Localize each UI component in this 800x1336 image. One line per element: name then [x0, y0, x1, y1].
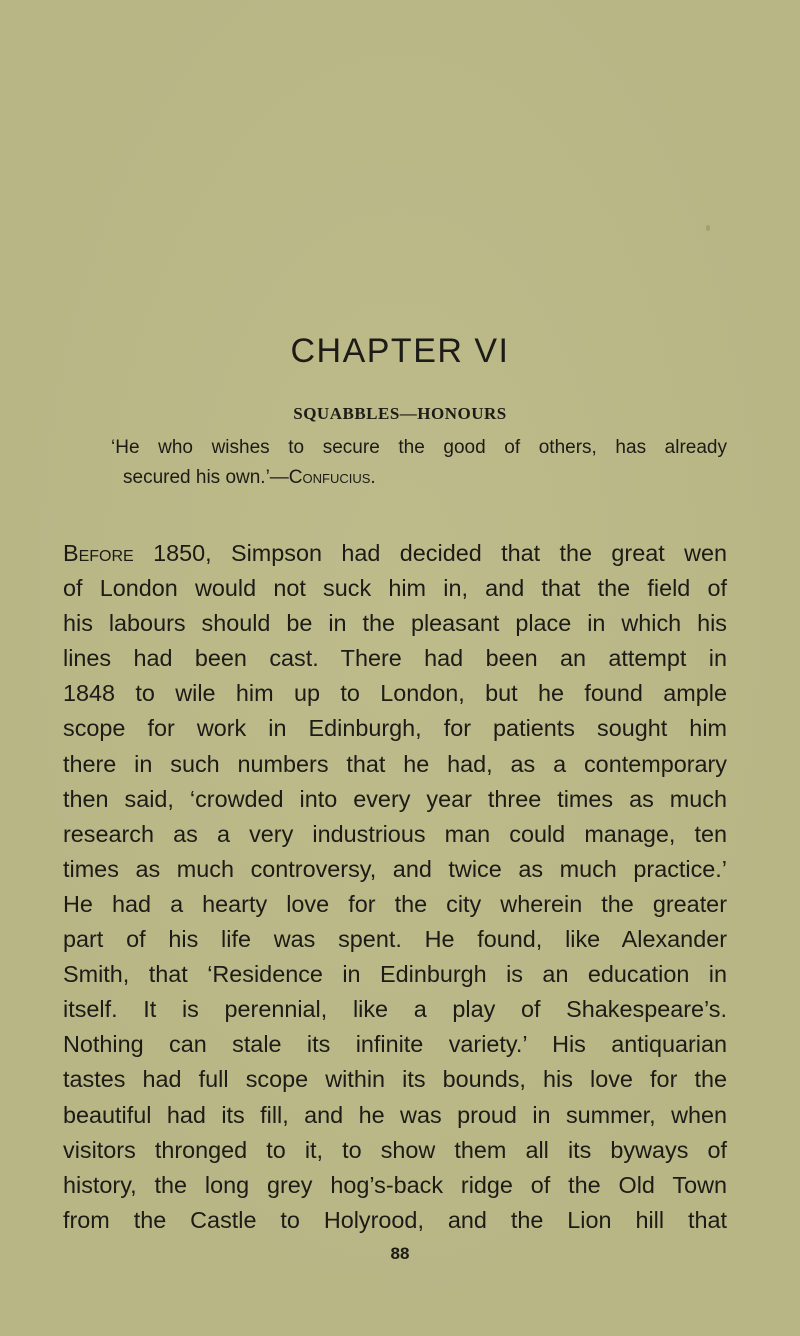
- body-line: Nothing can stale its infinite variety.’ His antiquarian: [63, 1031, 727, 1058]
- epigraph-line-2: [111, 463, 727, 493]
- body-line: [63, 536, 727, 571]
- body-line: lines had been cast. There had been an attempt in: [63, 645, 727, 672]
- body-line: scope for work in Edinburgh, for patients sought him: [63, 715, 727, 742]
- epigraph-line-1: ‘He who wishes to secure the good of others, has already: [111, 437, 727, 458]
- chapter-subtitle: SQUABBLES—HONOURS: [293, 404, 507, 423]
- body-line: beautiful had its fill, and he was proud in summer, when: [63, 1101, 727, 1128]
- body-line: itself. It is perennial, like a play of Shakespeare’s.: [63, 996, 727, 1023]
- body-line: there in such numbers that he had, as a contemporary: [63, 750, 727, 777]
- body-line: He had a hearty love for the city wherein the greater: [63, 890, 727, 917]
- body-line: tastes had full scope within its bounds, his love for the: [63, 1066, 727, 1093]
- chapter-title: CHAPTER VI: [290, 332, 510, 370]
- body-line: 1848 to wile him up to London, but he found ample: [63, 680, 727, 707]
- body-line: then said, ‘crowded into every year three times as much: [63, 785, 727, 812]
- body-line: his labours should be in the pleasant place in which his: [63, 610, 727, 637]
- page-number: 88: [390, 1244, 410, 1263]
- body-line: times as much controversy, and twice as much practice.’: [63, 855, 727, 882]
- body-line: Smith, that ‘Residence in Edinburgh is an education in: [63, 961, 727, 988]
- body-line-text: 1850, Simpson had decided that the great wen: [133, 540, 727, 566]
- epigraph: [111, 433, 727, 493]
- body-text: [63, 536, 727, 1238]
- epigraph-text: secured his own.’—: [123, 467, 289, 488]
- body-line: research as a very industrious man could manage, ten: [63, 820, 727, 847]
- epigraph-attribution: Confucius.: [288, 467, 376, 488]
- opening-word: Before: [63, 540, 134, 566]
- body-line: from the Castle to Holyrood, and the Lion hill that: [63, 1206, 727, 1233]
- body-line: history, the long grey hog’s-back ridge of the Old Town: [63, 1171, 727, 1198]
- paper-speck: [706, 225, 710, 231]
- body-line: part of his life was spent. He found, like Alexander: [63, 926, 727, 953]
- body-line: of London would not suck him in, and that the field of: [63, 575, 727, 602]
- body-line: visitors thronged to it, to show them all its byways of: [63, 1136, 727, 1163]
